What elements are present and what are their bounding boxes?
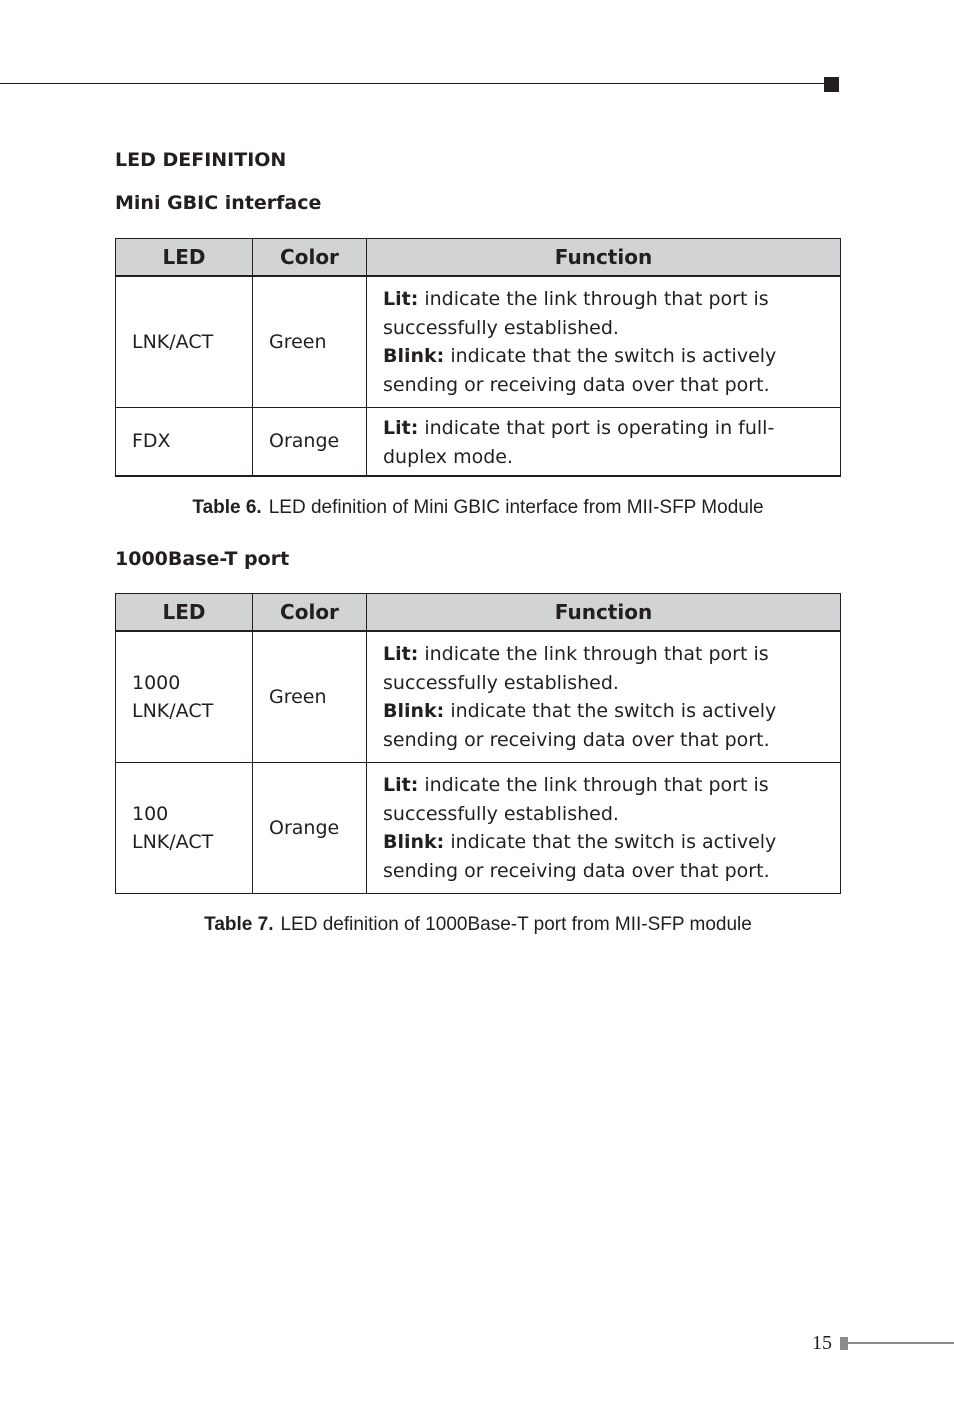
- lit-text: indicate that port is operating in full-duplex mode.: [383, 417, 775, 468]
- table-header-row: [116, 594, 841, 632]
- caption-number: Table 7.: [204, 914, 274, 935]
- function-cell: [367, 631, 841, 763]
- color-cell: Green: [253, 631, 367, 763]
- caption-text: LED definition of Mini GBIC interface from MII-SFP Module: [268, 497, 764, 518]
- led-cell: LNK/ACT: [116, 276, 253, 408]
- color-cell: Orange: [253, 763, 367, 894]
- lit-label: Lit:: [383, 288, 419, 310]
- lit-text: indicate the link through that port is successfully established.: [383, 643, 769, 694]
- header-color: Color: [253, 239, 367, 277]
- section-title: LED DEFINITION: [115, 149, 287, 171]
- color-cell: Orange: [253, 408, 367, 477]
- table-row: [116, 276, 841, 408]
- led-line-2: LNK/ACT: [132, 831, 214, 853]
- blink-label: Blink:: [383, 831, 445, 853]
- page-number: 15: [812, 1332, 832, 1354]
- blink-label: Blink:: [383, 345, 445, 367]
- header-led: LED: [116, 594, 253, 632]
- header-led: LED: [116, 239, 253, 277]
- header-function: Function: [367, 594, 841, 632]
- function-cell: [367, 276, 841, 408]
- table7-heading: 1000Base-T port: [115, 548, 290, 570]
- footer-rule: [848, 1342, 954, 1344]
- header-function: Function: [367, 239, 841, 277]
- color-cell: Green: [253, 276, 367, 408]
- table-header-row: [116, 239, 841, 277]
- lit-label: Lit:: [383, 643, 419, 665]
- led-cell: [116, 631, 253, 763]
- blink-label: Blink:: [383, 700, 445, 722]
- table6-heading: Mini GBIC interface: [115, 192, 322, 214]
- header-rule: [0, 83, 826, 84]
- table6-led-definition: [115, 238, 841, 477]
- header-color: Color: [253, 594, 367, 632]
- led-line-2: LNK/ACT: [132, 700, 214, 722]
- led-cell: [116, 763, 253, 894]
- table7-led-definition: [115, 593, 841, 894]
- footer-square-marker: [840, 1337, 848, 1350]
- table-row: [116, 408, 841, 477]
- table6-caption: [115, 497, 841, 519]
- lit-label: Lit:: [383, 417, 419, 439]
- led-line-1: 100: [132, 802, 169, 825]
- caption-text: LED definition of 1000Base-T port from MII-SFP module: [280, 914, 752, 935]
- function-cell: [367, 763, 841, 894]
- table-row: [116, 631, 841, 763]
- led-line-1: 1000: [132, 671, 181, 694]
- blink-text: indicate that the switch is actively sending or receiving data over that port.: [383, 831, 777, 882]
- caption-number: Table 6.: [192, 497, 262, 518]
- table-row: [116, 763, 841, 894]
- lit-text: indicate the link through that port is successfully established.: [383, 288, 769, 339]
- blink-text: indicate that the switch is actively sending or receiving data over that port.: [383, 700, 777, 751]
- header-square-marker: [824, 77, 839, 92]
- table7-caption: [115, 914, 841, 936]
- led-cell: FDX: [116, 408, 253, 477]
- blink-text: indicate that the switch is actively sending or receiving data over that port.: [383, 345, 777, 396]
- function-cell: [367, 408, 841, 477]
- lit-label: Lit:: [383, 774, 419, 796]
- lit-text: indicate the link through that port is successfully established.: [383, 774, 769, 825]
